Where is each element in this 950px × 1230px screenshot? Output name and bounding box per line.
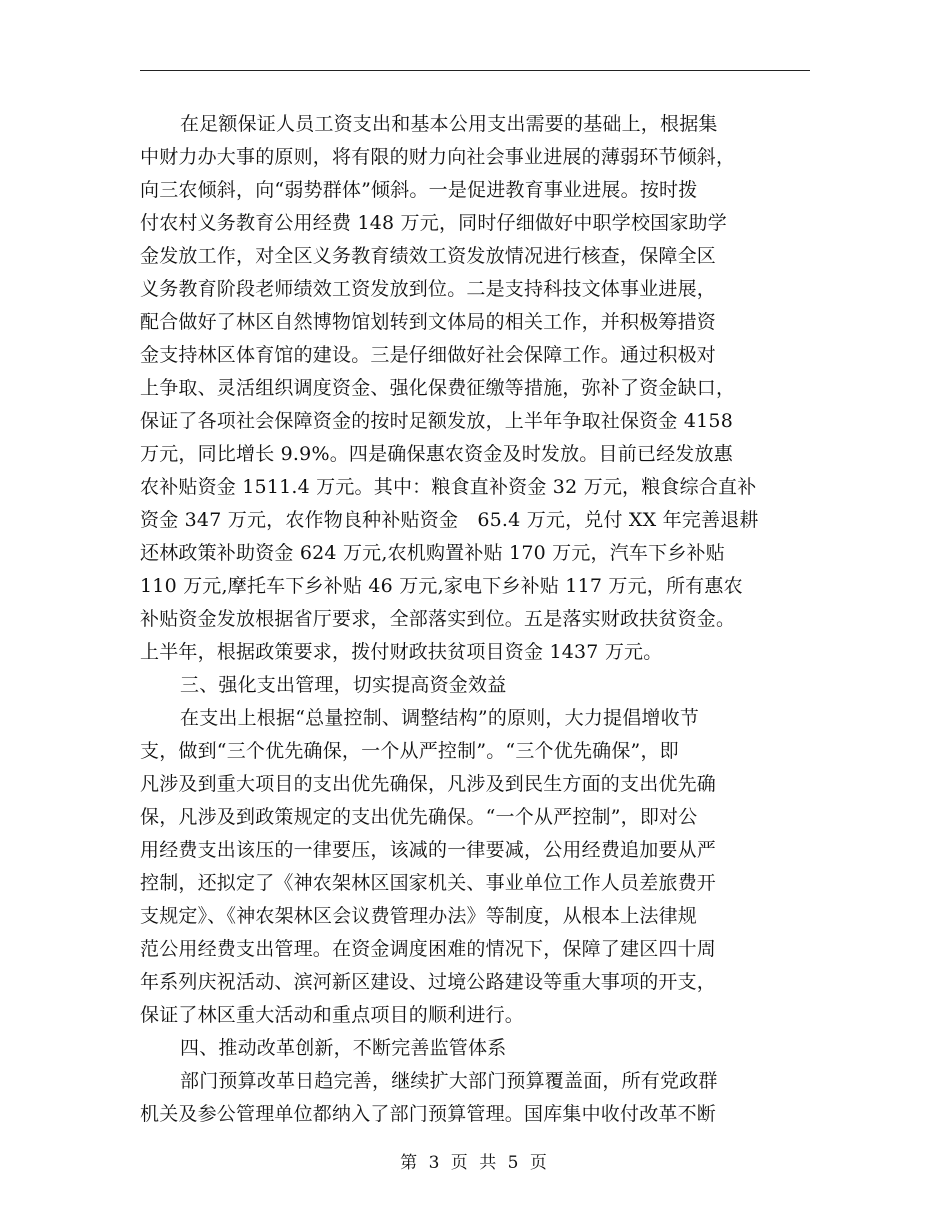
paragraph-line: 年系列庆祝活动、滨河新区建设、过境公路建设等重大事项的开支，	[140, 971, 717, 993]
paragraph-line: 农补贴资金 1511.4 万元。其中：粮食直补资金 32 万元，粮食综合直补	[140, 476, 757, 498]
paragraph-line: 部门预算改革日趋完善，继续扩大部门预算覆盖面，所有党政群	[180, 1070, 718, 1092]
paragraph-line: 保，凡涉及到政策规定的支出优先确保。“一个从严控制”，即对公	[140, 806, 698, 828]
paragraph-line: 范公用经费支出管理。在资金调度困难的情况下，保障了建区四十周	[140, 938, 717, 960]
paragraph-line: 支，做到“三个优先确保，一个从严控制”。“三个优先确保”，即	[140, 740, 679, 762]
paragraph-line: 配合做好了林区自然博物馆划转到文体局的相关工作，并积极筹措资	[140, 311, 717, 333]
paragraph-line: 补贴资金发放根据省厅要求，全部落实到位。五是落实财政扶贫资金。	[140, 608, 736, 630]
paragraph-line: 凡涉及到重大项目的支出优先确保，凡涉及到民生方面的支出优先确	[140, 773, 717, 795]
paragraph-line: 支规定》、《神农架林区会议费管理办法》等制度，从根本上法律规	[140, 905, 698, 927]
paragraph-line: 向三农倾斜，向“弱势群体”倾斜。一是促进教育事业进展。按时拨	[140, 179, 698, 201]
paragraph-line: 用经费支出该压的一律要压，该减的一律要减，公用经费追加要从严	[140, 839, 717, 861]
page-number-footer: 第 3 页 共 5 页	[400, 1153, 550, 1173]
paragraph-line: 在足额保证人员工资支出和基本公用支出需要的基础上，根据集	[180, 113, 718, 135]
paragraph-line: 义务教育阶段老师绩效工资发放到位。二是支持科技文体事业进展，	[140, 278, 717, 300]
paragraph-line: 中财力办大事的原则，将有限的财力向社会事业进展的薄弱环节倾斜，	[140, 146, 736, 168]
paragraph-line: 在支出上根据“总量控制、调整结构”的原则，大力提倡增收节	[180, 707, 700, 729]
section-heading: 四、推动改革创新，不断完善监管体系	[180, 1037, 507, 1059]
paragraph-line: 机关及参公管理单位都纳入了部门预算管理。国库集中收付改革不断	[140, 1103, 717, 1125]
paragraph-line: 资金 347 万元，农作物良种补贴资金 65.4 万元，兑付 XX 年完善退耕	[140, 509, 759, 531]
paragraph-line: 110 万元,摩托车下乡补贴 46 万元,家电下乡补贴 117 万元，所有惠农	[140, 575, 743, 597]
paragraph-line: 万元，同比增长 9.9%。四是确保惠农资金及时发放。目前已经发放惠	[140, 443, 733, 465]
paragraph-line: 付农村义务教育公用经费 148 万元，同时仔细做好中职学校国家助学	[140, 212, 727, 234]
header-rule	[140, 70, 810, 71]
paragraph-line: 金支持林区体育馆的建设。三是仔细做好社会保障工作。通过积极对	[140, 344, 717, 366]
paragraph-line: 控制，还拟定了《神农架林区国家机关、事业单位工作人员差旅费开	[140, 872, 717, 894]
paragraph-line: 保证了林区重大活动和重点项目的顺利进行。	[140, 1004, 525, 1026]
paragraph-line: 上半年，根据政策要求，拨付财政扶贫项目资金 1437 万元。	[140, 641, 663, 663]
section-heading: 三、强化支出管理，切实提高资金效益	[180, 674, 507, 696]
document-body	[140, 108, 810, 1131]
paragraph-line: 保证了各项社会保障资金的按时足额发放，上半年争取社保资金 4158	[140, 410, 733, 432]
paragraph-line: 金发放工作，对全区义务教育绩效工资发放情况进行核查，保障全区	[140, 245, 717, 267]
paragraph-line: 上争取、灵活组织调度资金、强化保费征缴等措施，弥补了资金缺口，	[140, 377, 736, 399]
paragraph-line: 还林政策补助资金 624 万元,农机购置补贴 170 万元，汽车下乡补贴	[140, 542, 725, 564]
